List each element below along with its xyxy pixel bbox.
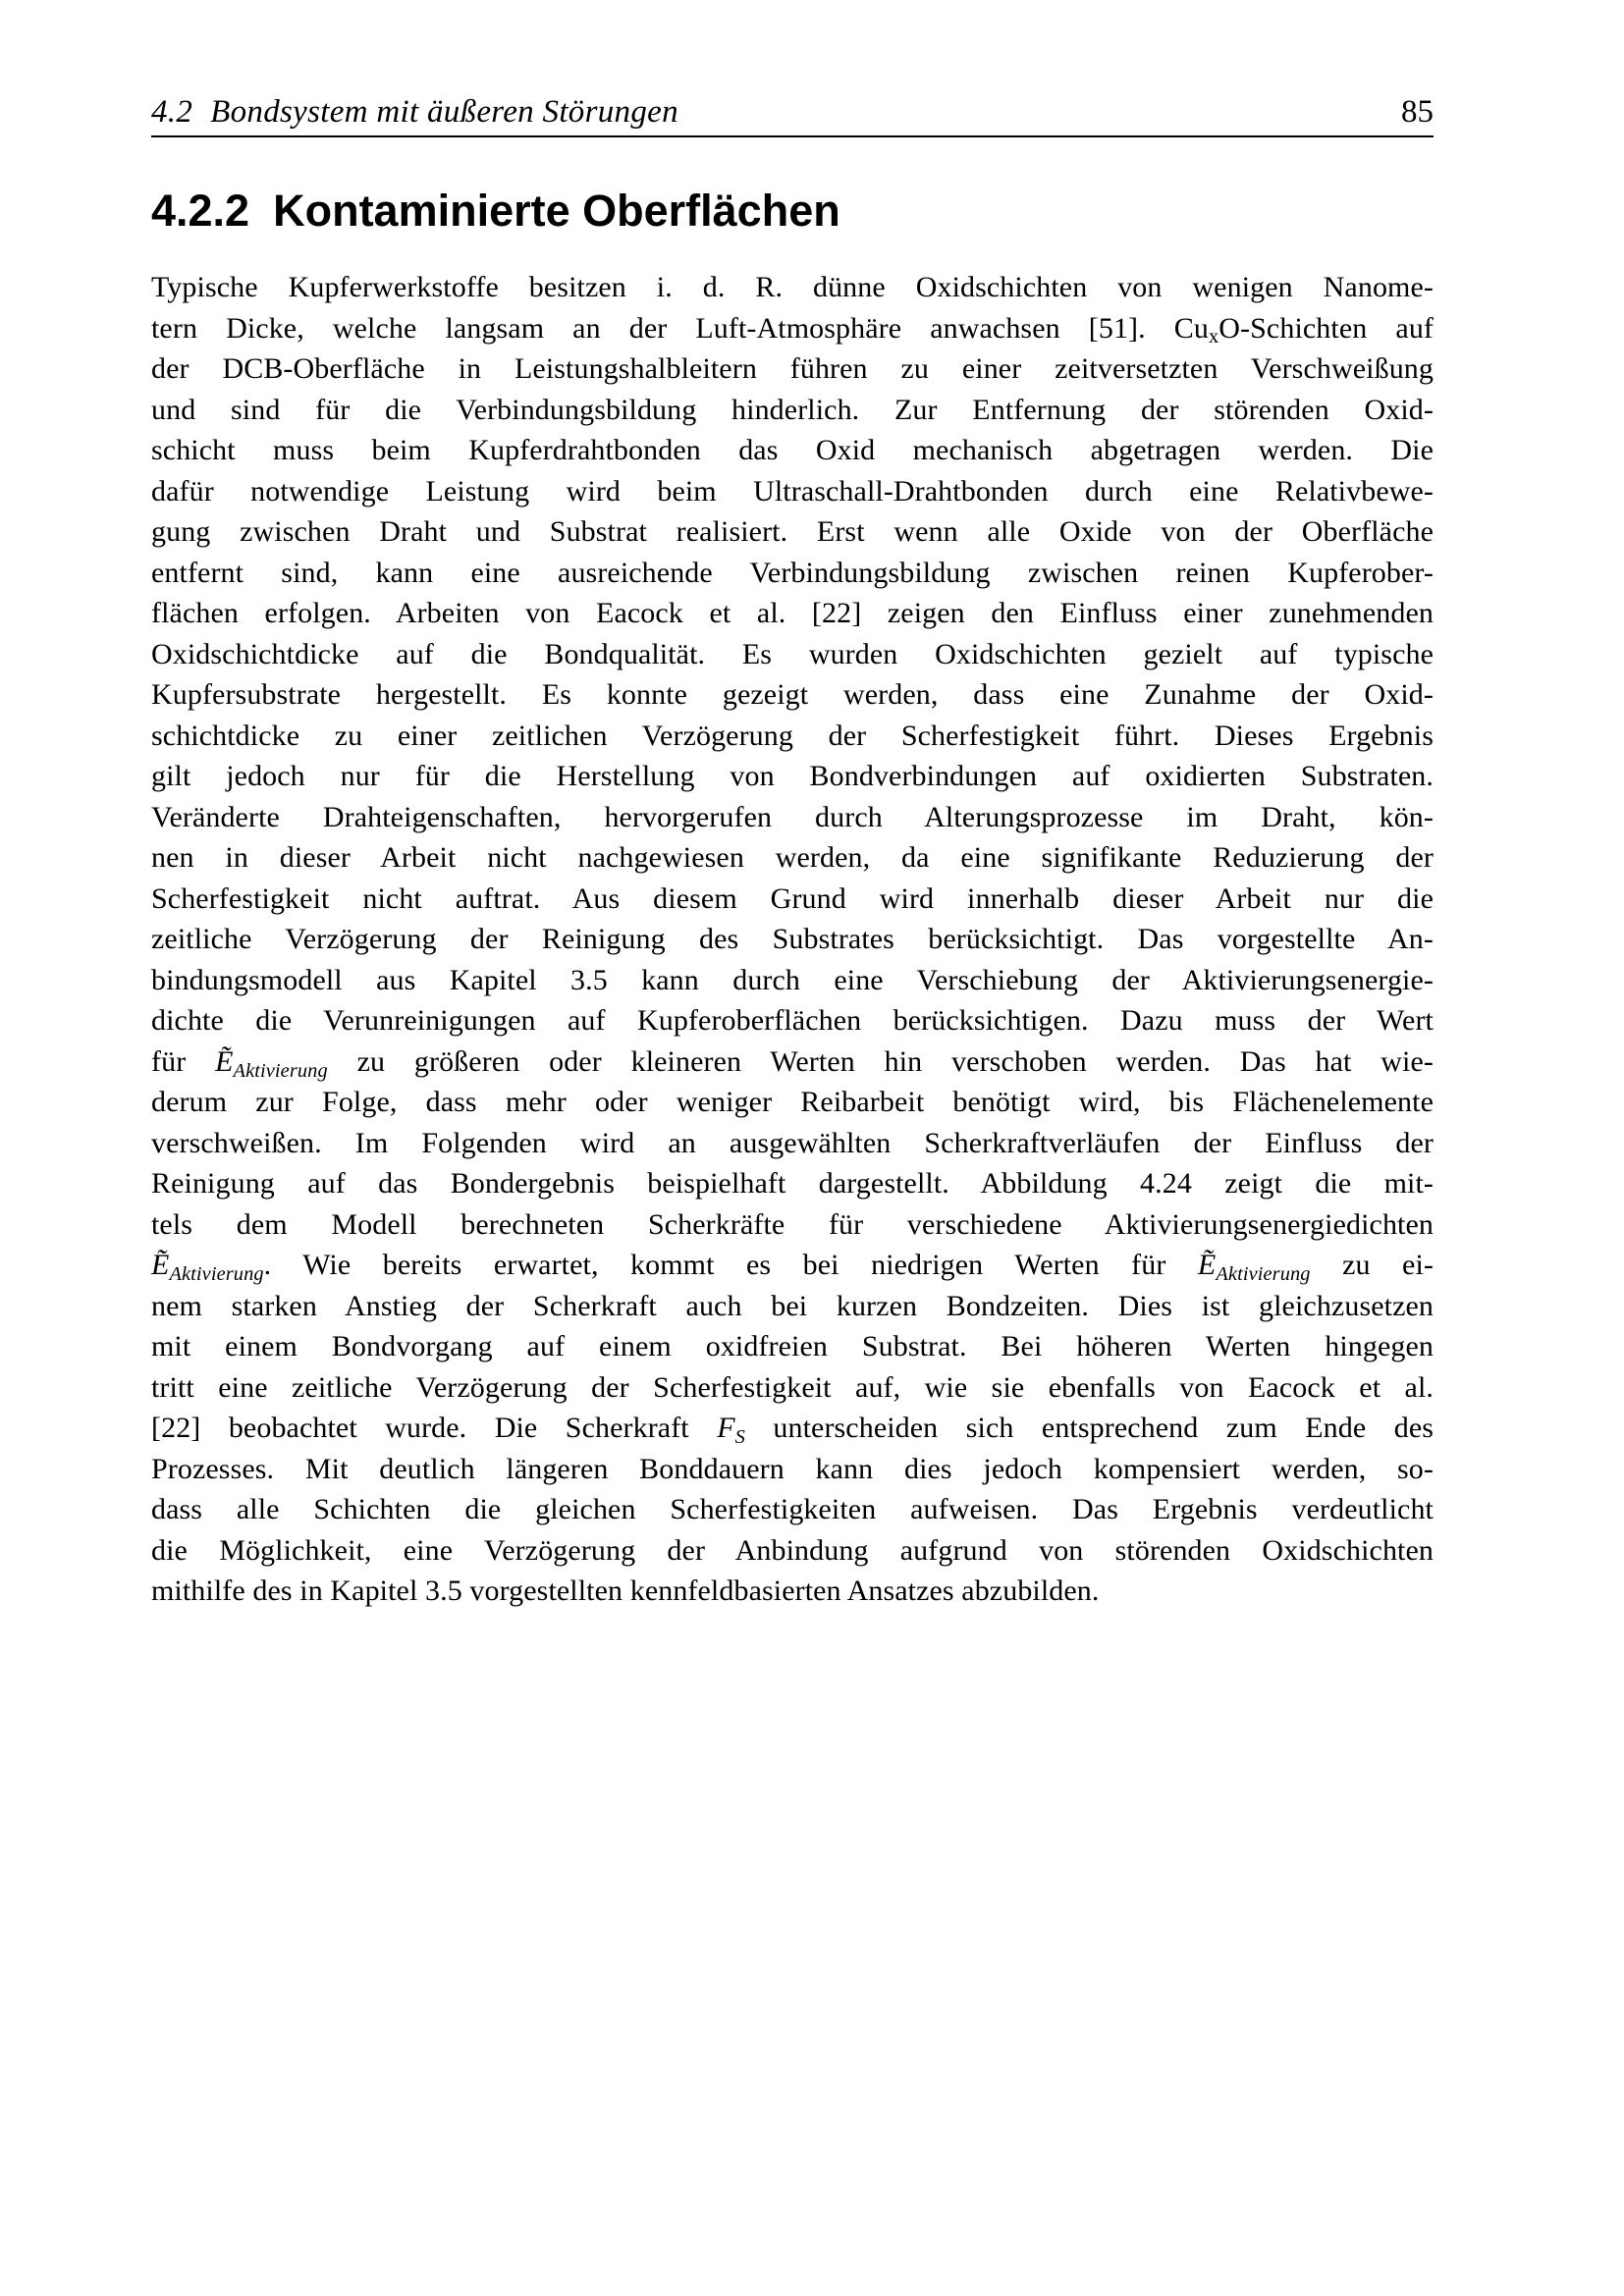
body-text-segment: der DCB-Oberfläche in Leistungshalbleitern führen zu einer zeitversetzten Verschweißung (151, 352, 1434, 385)
body-text-segment: O-Schichten auf (1218, 311, 1435, 345)
body-text-segment: verschweißen. Im Folgenden wird an ausgewählten Scherkraftverläufen der Einfluss der (151, 1126, 1434, 1159)
section-number: 4.2.2 (151, 186, 250, 236)
body-line (151, 919, 1434, 960)
body-text-segment: Veränderte Drahteigenschaften, hervorgerufen durch Alterungsprozesse im Draht, kön- (151, 800, 1434, 833)
header-rule (151, 135, 1434, 137)
body-line (151, 1326, 1434, 1367)
body-line (151, 1163, 1434, 1204)
body-text-segment: unterscheiden sich entsprechend zum Ende des (744, 1412, 1435, 1444)
body-line (151, 879, 1434, 920)
body-text-segment: gilt jedoch nur für die Herstellung von Bondverbindungen auf oxidierten Substraten. (151, 760, 1434, 792)
page-number: 85 (1401, 94, 1434, 130)
body-text-segment: x (1209, 325, 1219, 347)
body-text-segment: und sind für die Verbindungsbildung hinderlich. Zur Entfernung der störenden Oxid- (151, 393, 1434, 426)
page-header (151, 94, 1434, 130)
body-text-segment: mithilfe des in Kapitel 3.5 vorgestellten kennfeldbasierten Ansatzes abzubilden. (151, 1575, 1100, 1607)
body-line (151, 1286, 1434, 1327)
body-text-segment: für (151, 1044, 216, 1078)
body-line (151, 797, 1434, 838)
body-line (151, 267, 1434, 308)
body-text-segment: entfernt sind, kann eine ausreichende Verbindungsbildung zwischen reinen Kupferober- (151, 556, 1434, 589)
body-text-segment: tels dem Modell berechneten Scherkräfte für verschiedene Aktivierungsenergiedichten (151, 1207, 1434, 1241)
body-text-segment: Prozesses. Mit deutlich längeren Bonddauern kann dies jedoch kompensiert werden, so- (151, 1452, 1434, 1485)
body-text-segment: Ẽ (151, 1249, 170, 1281)
body-text-segment: flächen erfolgen. Arbeiten von Eacock et al. [22] zeigen den Einfluss einer zunehmenden (151, 597, 1434, 629)
body-line (151, 1204, 1434, 1246)
body-line (151, 1245, 1434, 1286)
body-text-segment: zeitliche Verzögerung der Reinigung des Substrates berücksichtigt. Das vorgestellte An- (151, 923, 1434, 955)
body-line (151, 837, 1434, 879)
body-text-segment: [22] beobachtet wurde. Die Scherkraft (151, 1412, 718, 1444)
body-line (151, 674, 1434, 716)
body-line (151, 1082, 1434, 1123)
body-text-segment: gung zwischen Draht und Substrat realisiert. Erst wenn alle Oxide von der Oberfläche (151, 515, 1434, 548)
body-text-segment: S (734, 1426, 745, 1449)
body-text-segment: Aktivierung (233, 1059, 328, 1082)
body-text-segment: schicht muss beim Kupferdrahtbonden das Oxid mechanisch abgetragen werden. Die (151, 434, 1434, 466)
body-text-segment: . Wie bereits erwartet, kommt es bei niedrigen Werten für (263, 1249, 1198, 1281)
body-text-segment: nem starken Anstieg der Scherkraft auch bei kurzen Bondzeiten. Dies ist gleichzusetzen (151, 1289, 1434, 1322)
body-line (151, 308, 1434, 349)
body-text-segment: Oxidschichtdicke auf die Bondqualität. Es wurden Oxidschichten gezielt auf typische (151, 637, 1434, 670)
body-text-segment: Scherfestigkeit nicht auftrat. Aus diesem Grund wird innerhalb dieser Arbeit nur die (151, 881, 1434, 915)
running-head (151, 94, 678, 130)
body-text-segment: schichtdicke zu einer zeitlichen Verzögerung der Scherfestigkeit führt. Dieses Ergebnis (151, 719, 1434, 752)
body-text-segment: zu ei- (1310, 1249, 1434, 1281)
body-line (151, 1530, 1434, 1572)
body-line (151, 553, 1434, 594)
body-line (151, 471, 1434, 512)
body-text-segment: Typische Kupferwerkstoffe besitzen i. d. R. dünne Oxidschichten von wenigen Nanome- (151, 271, 1434, 303)
body-text-segment: Ẽ (1197, 1249, 1217, 1281)
body-text-segment: dichte die Verunreinigungen auf Kupferoberflächen berücksichtigen. Dazu muss der Wert (151, 1004, 1434, 1037)
body-text-segment: mit einem Bondvorgang auf einem oxidfreien Substrat. Bei höheren Werten hingegen (151, 1330, 1434, 1362)
running-head-title: Bondsystem mit äußeren Störungen (210, 94, 678, 130)
body-text-segment: Ẽ (215, 1044, 234, 1078)
body-text (151, 267, 1434, 1612)
body-text-segment: tritt eine zeitliche Verzögerung der Scherfestigkeit auf, wie sie ebenfalls von Eacock et al. (151, 1370, 1434, 1404)
body-line (151, 1123, 1434, 1164)
body-line (151, 593, 1434, 634)
running-head-number: 4.2 (151, 94, 193, 130)
body-text-segment: nen in dieser Arbeit nicht nachgewiesen werden, da eine signifikante Reduzierung der (151, 841, 1434, 874)
body-text-segment: bindungsmodell aus Kapitel 3.5 kann durch eine Verschiebung der Aktivierungsenergie- (151, 963, 1434, 996)
body-line (151, 1041, 1434, 1083)
body-line (151, 1367, 1434, 1409)
body-text-segment: dass alle Schichten die gleichen Scherfestigkeiten aufweisen. Das Ergebnis verdeutlicht (151, 1493, 1434, 1525)
body-text-segment: dafür notwendige Leistung wird beim Ultraschall-Drahtbonden durch eine Relativbewe- (151, 474, 1434, 507)
body-line (151, 960, 1434, 1001)
body-line (151, 1408, 1434, 1449)
body-line (151, 348, 1434, 390)
body-text-segment: tern Dicke, welche langsam an der Luft-Atmosphäre anwachsen [51]. Cu (151, 311, 1209, 345)
body-text-segment: zu größeren oder kleineren Werten hin verschoben werden. Das hat wie- (327, 1044, 1434, 1078)
body-text-segment: Aktivierung (1216, 1263, 1311, 1286)
body-line (151, 1489, 1434, 1530)
body-text-segment: derum zur Folge, dass mehr oder weniger Reibarbeit benötigt wird, bis Flächenelemente (151, 1086, 1434, 1118)
body-line (151, 1449, 1434, 1490)
body-text-segment: Kupfersubstrate hergestellt. Es konnte gezeigt werden, dass eine Zunahme der Oxid- (151, 678, 1434, 711)
body-line (151, 390, 1434, 431)
section-heading (151, 186, 840, 236)
body-line (151, 511, 1434, 553)
body-line (151, 430, 1434, 471)
body-line (151, 634, 1434, 675)
body-text-segment: F (717, 1412, 735, 1444)
body-line (151, 716, 1434, 757)
body-line (151, 1000, 1434, 1041)
body-line (151, 756, 1434, 797)
section-title: Kontaminierte Oberflächen (273, 186, 840, 236)
body-line (151, 1571, 1434, 1612)
body-text-segment: Reinigung auf das Bondergebnis beispielhaft dargestellt. Abbildung 4.24 zeigt die mit- (151, 1167, 1434, 1200)
body-text-segment: die Möglichkeit, eine Verzögerung der Anbindung aufgrund von störenden Oxidschichten (151, 1533, 1434, 1567)
body-text-segment: Aktivierung (169, 1263, 264, 1286)
